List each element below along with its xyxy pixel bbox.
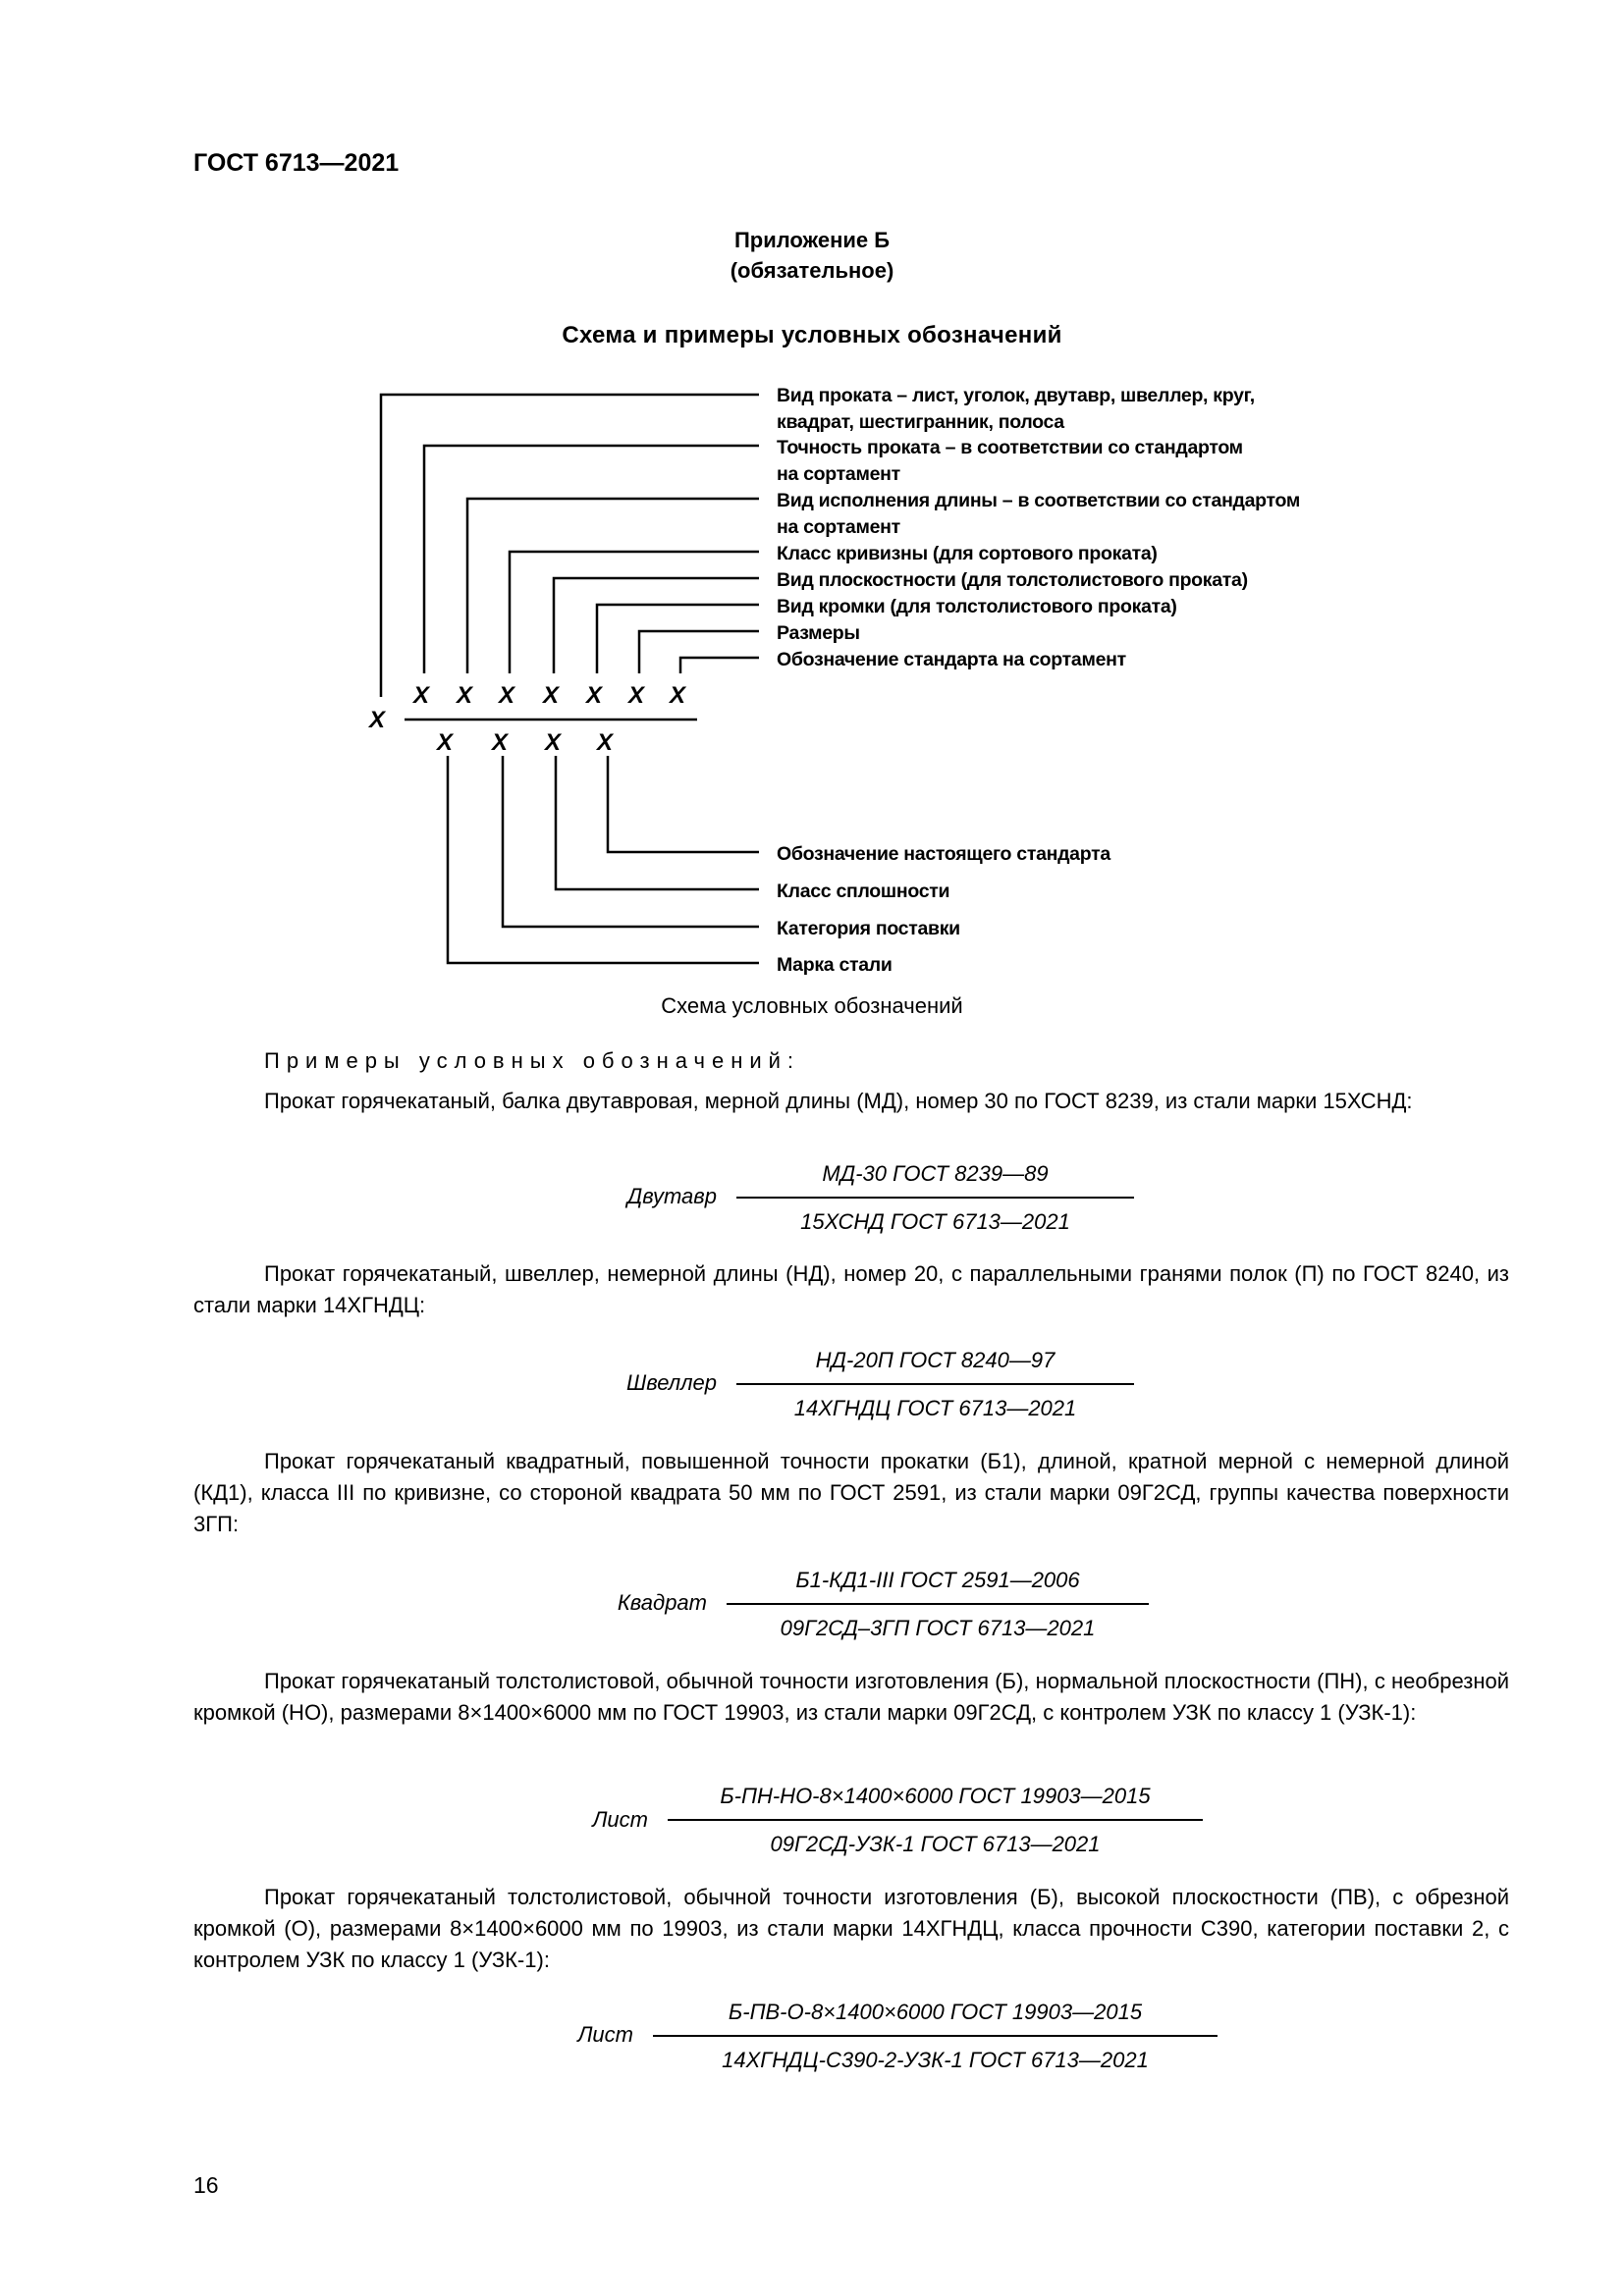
example-product-word: Квадрат [617,1590,707,1615]
leader-sizes [639,631,759,673]
scheme-label: Класс кривизны (для сортового проката) [777,543,1158,564]
symbol-x: X [628,682,645,709]
leader-assortment-standard [680,658,759,673]
scheme-label: на сортамент [777,463,900,485]
symbol-x: X [670,682,686,709]
examples-heading: Примеры условных обозначений: [264,1048,801,1073]
example-product-word: Лист [577,2022,633,2047]
symbol-x: X [586,682,603,709]
scheme-label: Обозначение настоящего стандарта [777,843,1110,865]
section-title: Схема и примеры условных обозначений [562,322,1062,348]
example-denominator: 14ХГНДЦ-С390-2-УЗК-1 ГОСТ 6713—2021 [722,2048,1149,2072]
leader-continuity-class [556,756,759,889]
leader-edge [597,605,759,673]
example-numerator: Б-ПН-НО-8×1400×6000 ГОСТ 19903—2015 [720,1784,1151,1808]
example-denominator: 09Г2СД-УЗК-1 ГОСТ 6713—2021 [770,1832,1101,1856]
scheme-label: Категория поставки [777,918,960,939]
scheme-caption: Схема условных обозначений [661,993,963,1018]
example-description: Прокат горячекатаный толстолистовой, обычной точности изготовления (Б), высокой плоскостности (ПВ), с обрезной кромкой (О), размерами 8×1400×6000 мм по 19903, из стали марки 14ХГНДЦ, класса прочности С390, категории поставки 2, с контролем УЗК по классу 1 (УЗК-1): [193,1885,1509,1972]
scheme-upper-labels [777,385,1300,670]
example-description: Прокат горячекатаный толстолистовой, обычной точности изготовления (Б), нормальной плоскостности (ПН), с необрезной кромкой (НО), размерами 8×1400×6000 мм по ГОСТ 19903, из стали марки 09Г2СД, с контролем УЗК по классу 1 (УЗК-1): [193,1669,1509,1725]
scheme-label: на сортамент [777,516,900,538]
scheme-label: Точность проката – в соответствии со стандартом [777,437,1243,458]
scheme-label: квадрат, шестигранник, полоса [777,411,1064,433]
leader-accuracy [424,446,759,673]
example-fraction-line [653,2035,1218,2037]
example-description: Прокат горячекатаный, швеллер, немерной длины (НД), номер 20, с параллельными гранями полок (П) по ГОСТ 8240, из стали марки 14ХГНДЦ: [193,1261,1509,1317]
example-product-word: Двутавр [626,1184,717,1208]
example-fraction-line [736,1383,1134,1385]
symbol-x: X [543,682,560,709]
leader-flatness [554,578,759,673]
scheme-lower-labels [777,843,1110,976]
scheme-label: Размеры [777,622,860,644]
example-numerator: НД-20П ГОСТ 8240—97 [815,1348,1056,1372]
appendix-title: Приложение Б [733,228,891,252]
example-product-word: Лист [592,1807,648,1832]
scheme-label: Марка стали [777,954,893,976]
symbol-x: X [413,682,430,709]
scheme-label: Вид проката – лист, уголок, двутавр, швеллер, круг, [777,385,1255,406]
page-number: 16 [193,2172,219,2198]
appendix-status: (обязательное) [730,258,894,283]
designation-scheme-diagram [0,0,1624,991]
example-fraction-line [727,1603,1149,1605]
symbol-x: X [457,682,473,709]
leader-this-standard [608,756,759,852]
example-numerator: МД-30 ГОСТ 8239—89 [822,1161,1049,1186]
example-denominator: 14ХГНДЦ ГОСТ 6713—2021 [793,1396,1077,1420]
symbol-x: X [499,682,515,709]
example-numerator: Б1-КД1-III ГОСТ 2591—2006 [795,1568,1080,1592]
leader-delivery-category [503,756,759,927]
example-product-word: Швеллер [625,1370,717,1395]
leader-steel-grade [448,756,759,963]
example-numerator: Б-ПВ-О-8×1400×6000 ГОСТ 19903—2015 [728,2000,1143,2024]
symbol-x: X [437,729,454,756]
symbol-x: X [492,729,509,756]
leader-curvature [510,552,759,673]
document-header-id: ГОСТ 6713—2021 [193,149,400,177]
scheme-label: Вид исполнения длины – в соответствии со стандартом [777,490,1301,511]
symbol-x: X [369,707,386,733]
scheme-label: Обозначение стандарта на сортамент [777,649,1126,670]
scheme-label: Вид плоскостности (для толстолистового проката) [777,569,1248,591]
example-denominator: 15ХСНД ГОСТ 6713—2021 [800,1209,1070,1234]
scheme-label: Вид кромки (для толстолистового проката) [777,596,1177,617]
scheme-label: Класс сплошности [777,881,950,902]
symbol-x: X [545,729,562,756]
scheme-connectors [381,395,759,963]
example-description: Прокат горячекатаный, балка двутавровая, мерной длины (МД), номер 30 по ГОСТ 8239, из стали марки 15ХСНД: [264,1089,1413,1113]
example-fraction-line [668,1819,1203,1821]
leader-length-type [467,499,759,673]
symbol-x: X [597,729,614,756]
example-denominator: 09Г2СД–3ГП ГОСТ 6713—2021 [780,1616,1096,1640]
example-fraction-line [736,1197,1134,1199]
leader-rolled-type [381,395,759,697]
example-description: Прокат горячекатаный квадратный, повышенной точности прокатки (Б1), длиной, кратной мерной с немерной длиной (КД1), класса III по кривизне, со стороной квадрата 50 мм по ГОСТ 2591, из стали марки 09Г2СД, группы качества поверхности 3ГП: [193,1449,1509,1536]
